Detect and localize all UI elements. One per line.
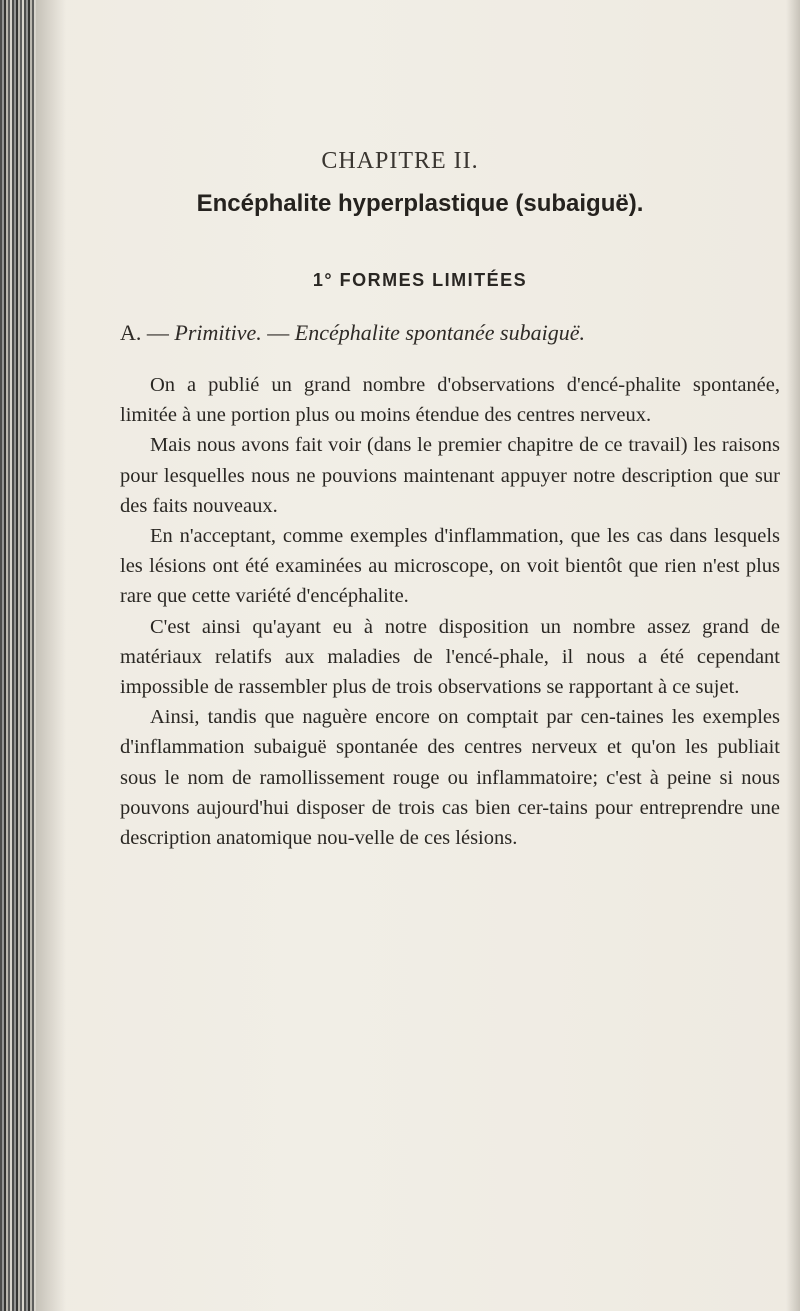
- paragraph: On a publié un grand nombre d'observations d'encé-phalite spontanée, limitée à une portion plus ou moins étendue des centres nerveux.: [120, 374, 780, 427]
- subsection-separator: —: [267, 320, 290, 345]
- subsection-heading: [120, 320, 780, 346]
- subsection-label: A. —: [120, 320, 169, 345]
- section-heading: 1° FORMES LIMITÉES: [312, 270, 528, 290]
- chapter-title: Encéphalite hyperplastique (subaiguë).: [196, 190, 644, 217]
- body-text: [120, 370, 780, 853]
- paragraph: En n'acceptant, comme exemples d'inflammation, que les cas dans lesquels les lésions ont été examinées au microscope, on voit bientôt que rien n'est plus rare que cette variété d'encéphalite.: [120, 525, 780, 608]
- page-binding: [0, 0, 36, 1311]
- page-edge-shadow: [786, 0, 800, 1311]
- paragraph: Ainsi, tandis que naguère encore on comptait par cen-taines les exemples d'inflammation subaiguë spontanée des centres nerveux et qu'on les publiait sous le nom de ramollissement rouge ou inflammatoire; c'est à peine si nous pouvons aujourd'hui disposer de trois cas bien cer-tains pour entreprendre une description anatomique nou-velle de ces lésions.: [120, 706, 780, 850]
- binding-shadow: [36, 0, 66, 1311]
- paragraph: Mais nous avons fait voir (dans le premier chapitre de ce travail) les raisons pour lesquelles nous ne pouvions maintenant appuyer notre description que sur des faits nouveaux.: [120, 434, 780, 517]
- subsection-primary: Primitive.: [174, 320, 262, 345]
- chapter-heading: CHAPITRE II.: [321, 148, 479, 174]
- subsection-secondary: Encéphalite spontanée subaiguë.: [294, 320, 585, 345]
- paragraph: C'est ainsi qu'ayant eu à notre disposition un nombre assez grand de matériaux relatifs aux maladies de l'encé-phale, il nous a été cependant impossible de rassembler plus de trois observations se rapportant à ce sujet.: [120, 615, 780, 699]
